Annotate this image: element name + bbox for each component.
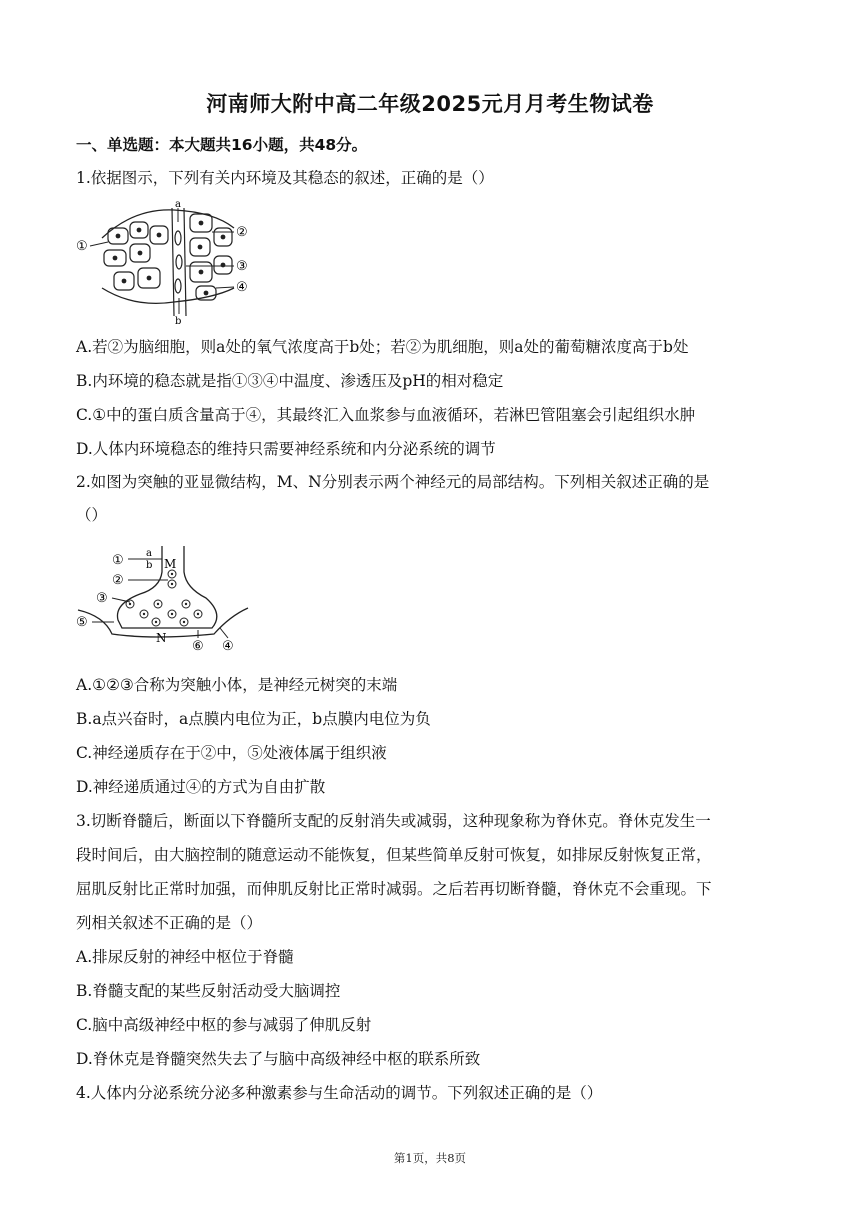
question-1-option-a: A.若②为脑细胞，则a处的氧气浓度高于b处；若②为肌细胞，则a处的葡萄糖浓度高于b处 — [76, 338, 689, 356]
syn-label-6: ⑥ — [192, 639, 204, 654]
question-1-option-c: C.①中的蛋白质含量高于④，其最终汇入血浆参与血液循环，若淋巴管阻塞会引起组织水肿 — [76, 406, 696, 424]
label-a: a — [175, 199, 181, 210]
question-2-stem-cont: （） — [76, 506, 108, 524]
label-1: ① — [76, 239, 88, 254]
synapse-diagram — [74, 544, 254, 656]
syn-label-m: M — [164, 557, 177, 571]
syn-label-1: ① — [112, 553, 124, 568]
page-footer: 第1页，共8页 — [393, 1151, 467, 1165]
syn-label-4: ④ — [222, 639, 234, 654]
question-3-option-d: D.脊休克是脊髓突然失去了与脑中高级神经中枢的联系所致 — [76, 1050, 481, 1068]
syn-label-a: a — [146, 548, 152, 559]
label-3: ③ — [236, 259, 248, 274]
syn-label-5: ⑤ — [76, 615, 88, 630]
question-2-option-d: D.神经递质通过④的方式为自由扩散 — [76, 778, 326, 796]
question-3-stem-line-4: 列相关叙述不正确的是（） — [76, 914, 263, 932]
question-3-stem-line-1: 3.切断脊髓后，断面以下脊髓所支配的反射消失或减弱，这种现象称为脊休克。脊休克发生一 — [76, 812, 711, 830]
label-2: ② — [236, 225, 248, 240]
question-4-stem: 4.人体内分泌系统分泌多种激素参与生命活动的调节。下列叙述正确的是（） — [76, 1084, 603, 1102]
question-2-option-a: A.①②③合称为突触小体，是神经元树突的末端 — [76, 676, 398, 694]
question-3-stem-line-2: 段时间后，由大脑控制的随意运动不能恢复，但某些简单反射可恢复，如排尿反射恢复正常， — [76, 846, 712, 864]
question-1-option-b: B.内环境的稳态就是指①③④中温度、渗透压及pH的相对稳定 — [76, 372, 504, 390]
label-b: b — [175, 316, 182, 327]
question-3-option-b: B.脊髓支配的某些反射活动受大脑调控 — [76, 982, 341, 1000]
internal-environment-diagram — [74, 198, 254, 328]
question-3-stem-line-3: 屈肌反射比正常时加强，而伸肌反射比正常时减弱。之后若再切断脊髓，脊休克不会重现。下 — [76, 880, 712, 898]
section-heading: 一、单选题：本大题共16小题，共48分。 — [76, 136, 368, 154]
syn-label-b: b — [146, 560, 153, 571]
question-2-option-c: C.神经递质存在于②中，⑤处液体属于组织液 — [76, 744, 387, 762]
question-2-option-b: B.a点兴奋时，a点膜内电位为正，b点膜内电位为负 — [76, 710, 431, 728]
question-1-stem: 1.依据图示，下列有关内环境及其稳态的叙述，正确的是（） — [76, 169, 494, 187]
question-1-option-d: D.人体内环境稳态的维持只需要神经系统和内分泌系统的调节 — [76, 440, 496, 458]
question-2-stem: 2.如图为突触的亚显微结构，M、N分别表示两个神经元的局部结构。下列相关叙述正确的是 — [76, 473, 710, 491]
page-title: 河南师大附中高二年级2025元月月考生物试卷 — [206, 92, 654, 116]
question-3-option-a: A.排尿反射的神经中枢位于脊髓 — [76, 948, 294, 966]
syn-label-n: N — [156, 631, 167, 645]
label-4: ④ — [236, 280, 248, 295]
syn-label-3: ③ — [96, 591, 108, 606]
syn-label-2: ② — [112, 573, 124, 588]
question-3-option-c: C.脑中高级神经中枢的参与减弱了伸肌反射 — [76, 1016, 372, 1034]
